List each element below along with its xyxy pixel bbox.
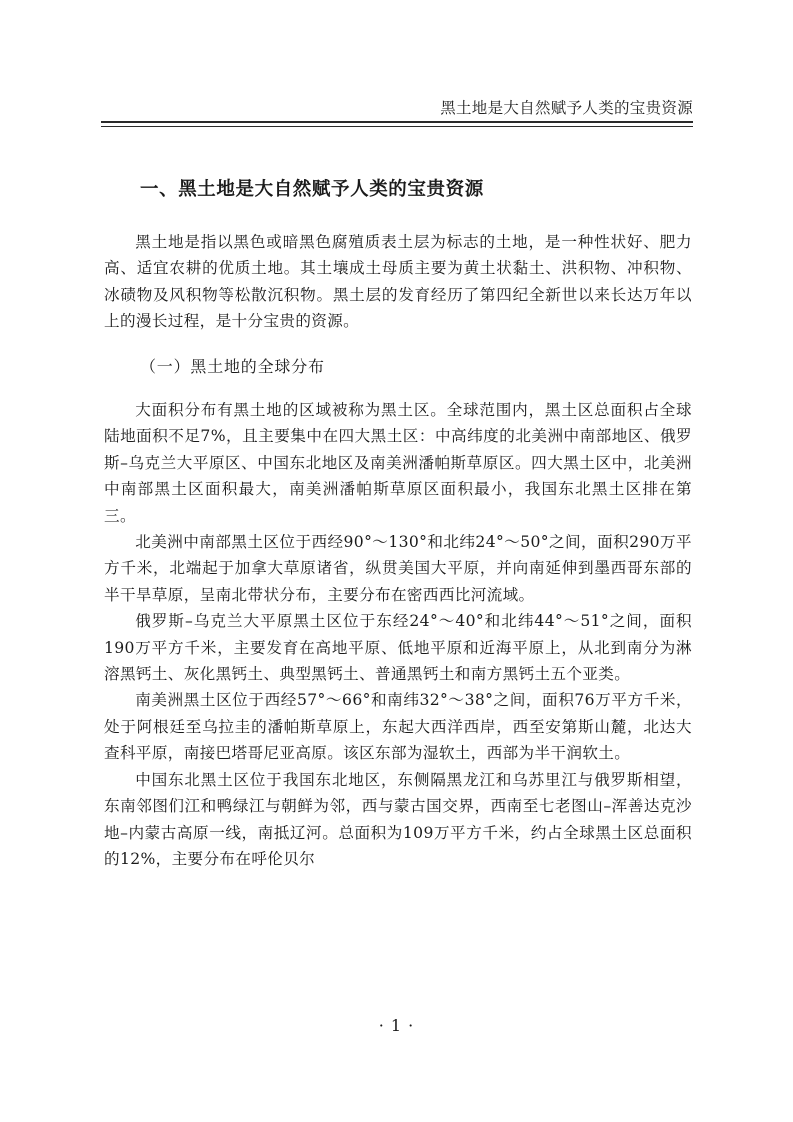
paragraph-south-america: 南美洲黑土区位于西经57°～66°和南纬32°～38°之间，面积76万平方千米，处于阿根廷至乌拉圭的潘帕斯草原上，东起大西洋西岸，西至安第斯山麓，北达大查科平原，南接巴塔哥尼亚高原。该区东部为湿软土，西部为半干润软土。 <box>104 691 692 763</box>
section-title: 一、黑土地是大自然赋予人类的宝贵资源 <box>140 179 484 200</box>
running-header-title: 黑土地是大自然赋予人类的宝贵资源 <box>440 99 693 117</box>
page-number: · 1 · <box>378 1016 415 1035</box>
paragraph-north-america: 北美洲中南部黑土区位于西经90°～130°和北纬24°～50°之间，面积290万平方千米，北端起于加拿大草原诸省，纵贯美国大平原，并向南延伸到墨西哥东部的半干旱草原，呈南北带状分布，主要分布在密西西比河流域。 <box>104 533 692 604</box>
header-rule-thick <box>101 121 693 123</box>
paragraph-russia-ukraine: 俄罗斯–乌克兰大平原黑土区位于东经24°～40°和北纬44°～51°之间，面积190万平方千米，主要发育在高地平原、低地平原和近海平原上，从北到南分为淋溶黑钙土、灰化黑钙土、典型黑钙土、普通黑钙土和南方黑钙土五个亚类。 <box>104 612 692 684</box>
subsection-heading: （一）黑土地的全球分布 <box>140 357 325 376</box>
paragraph-northeast-china: 中国东北黑土区位于我国东北地区，东侧隔黑龙江和乌苏里江与俄罗斯相望，东南邻图们江和鸭绿江与朝鲜为邻，西与蒙古国交界，西南至七老图山–浑善达克沙地–内蒙古高原一线，南抵辽河。总面积为109万平方千米，约占全球黑土区总面积的12%，主要分布在呼伦贝尔 <box>104 770 692 868</box>
intro-block <box>104 229 692 335</box>
paragraph-global-distribution: 大面积分布有黑土地的区域被称为黑土区。全球范围内，黑土区总面积占全球陆地面积不足7%，且主要集中在四大黑土区：中高纬度的北美洲中南部地区、俄罗斯–乌克兰大平原区、中国东北地区及南美洲潘帕斯草原区。四大黑土区中，北美洲中南部黑土区面积最大，南美洲潘帕斯草原区面积最小，我国东北黑土区排在第三。 <box>104 401 692 525</box>
header-rule-thin <box>101 126 693 127</box>
body-text <box>104 397 692 872</box>
intro-paragraph: 黑土地是指以黑色或暗黑色腐殖质表土层为标志的土地，是一种性状好、肥力高、适宜农耕的优质土地。其土壤成土母质主要为黄土状黏土、洪积物、冲积物、冰碛物及风积物等松散沉积物。黑土层的发育经历了第四纪全新世以来长达万年以上的漫长过程，是十分宝贵的资源。 <box>104 233 692 331</box>
